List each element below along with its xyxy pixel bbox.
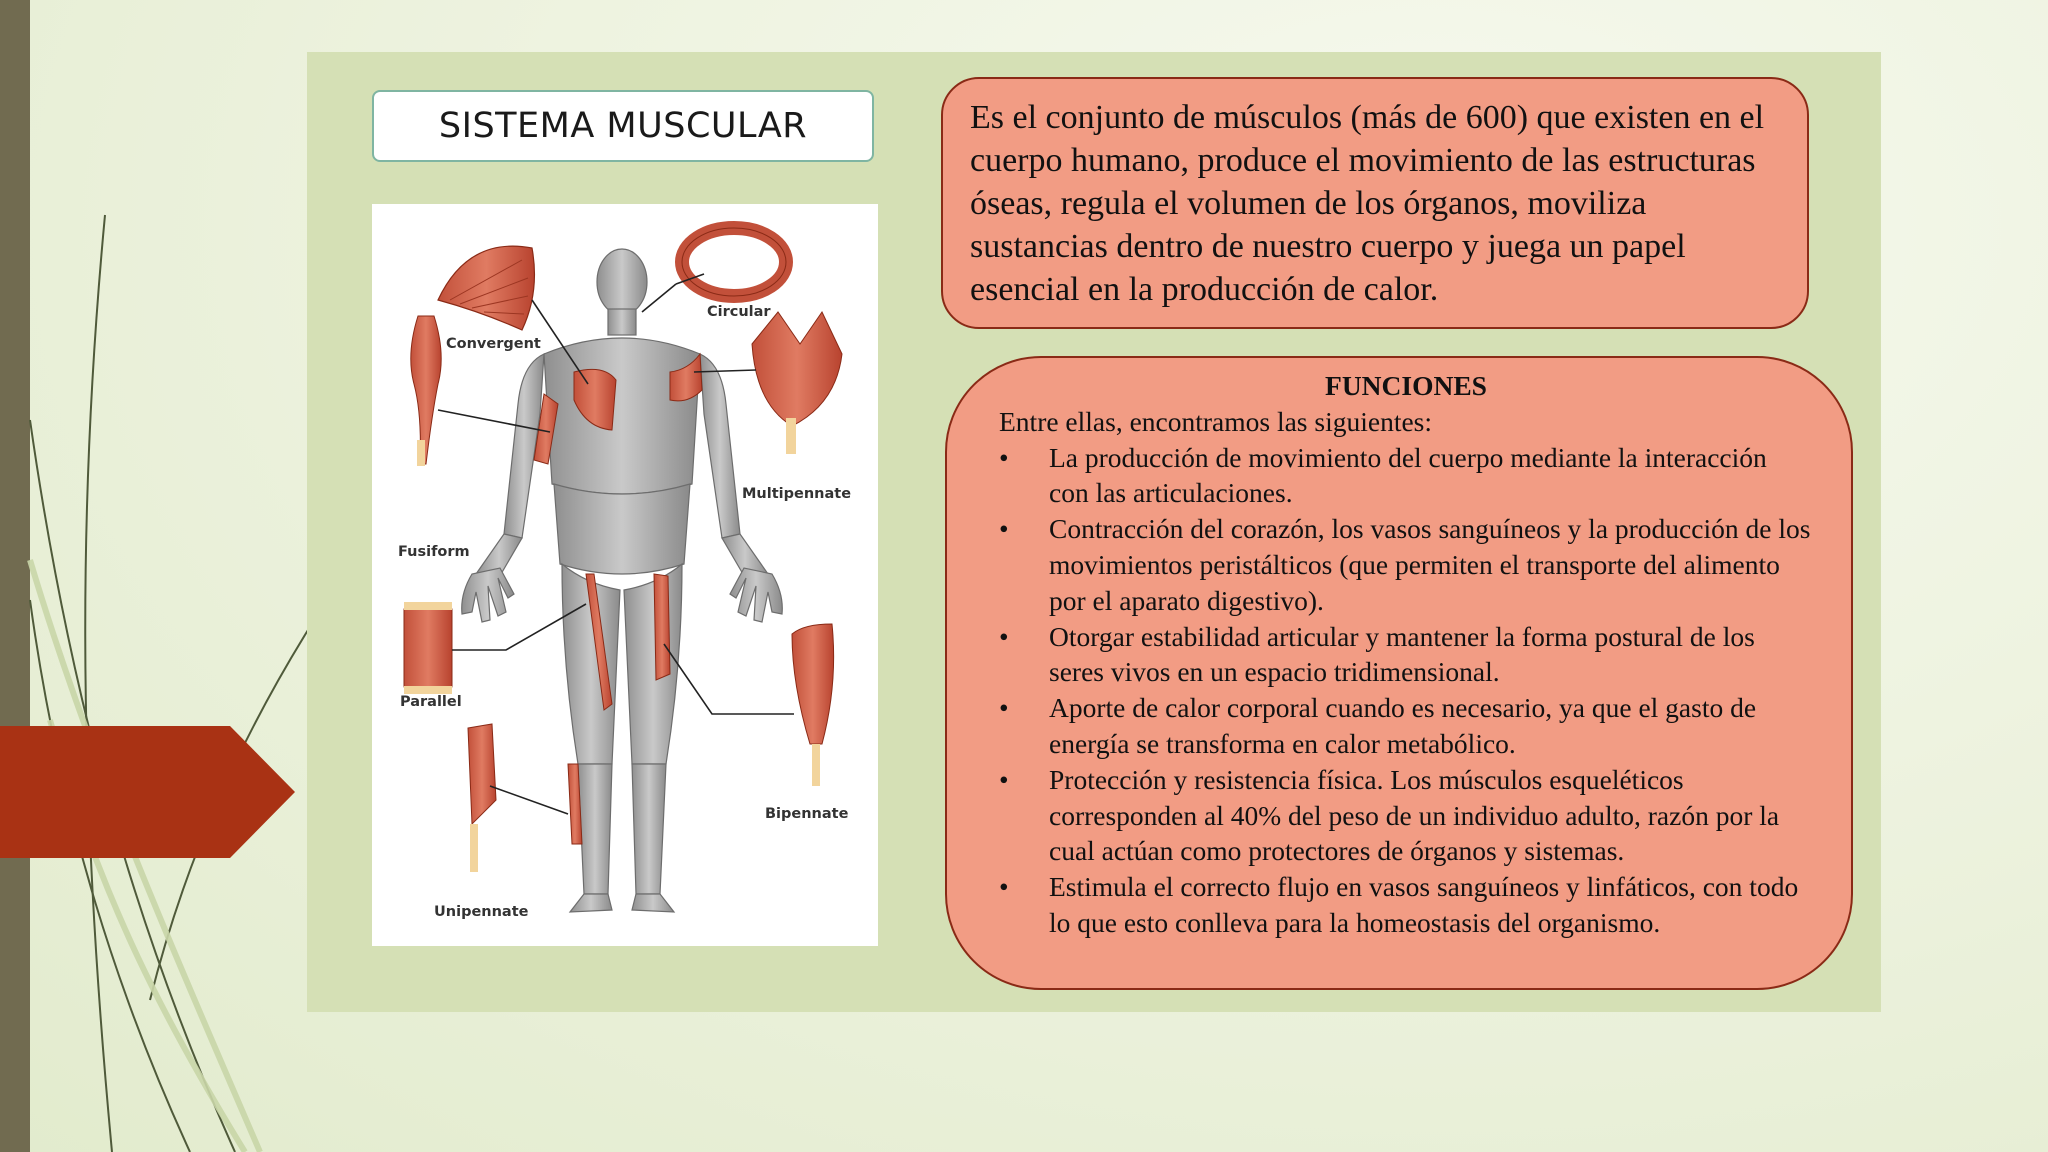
muscle-types-figure [372, 204, 878, 946]
bipennate-muscle-icon [792, 624, 834, 786]
fusiform-muscle-icon [411, 316, 441, 466]
functions-intro: Entre ellas, encontramos las siguientes: [999, 405, 1433, 437]
functions-title: FUNCIONES [1325, 370, 1487, 401]
slide-title: SISTEMA MUSCULAR [372, 90, 874, 162]
muscle-diagram [372, 204, 878, 946]
label-parallel: Parallel [400, 694, 462, 710]
multipennate-muscle-icon [752, 312, 842, 454]
label-circular: Circular [707, 304, 771, 320]
label-multipennate: Multipennate [742, 486, 852, 502]
label-bipennate: Bipennate [765, 806, 849, 822]
list-item: • Protección y resistencia física. Los músculos esqueléticos corresponden al 40% del peso de un individuo adulto, razón por la cual actúan como protectores de órganos y sistemas. [993, 762, 1811, 869]
decorative-lines [0, 0, 320, 1152]
unipennate-muscle-icon [468, 724, 496, 872]
list-item: • Contracción del corazón, los vasos sanguíneos y la producción de los movimientos peristálticos (que permiten el transporte del alimento por el aparato digestivo). [993, 511, 1811, 618]
label-fusiform: Fusiform [398, 544, 470, 560]
list-item: • La producción de movimiento del cuerpo mediante la interacción con las articulaciones. [993, 440, 1811, 512]
functions-list [993, 440, 1811, 941]
list-item: • Estimula el correcto flujo en vasos sanguíneos y linfáticos, con todo lo que esto conlleva para la homeostasis del organismo. [993, 869, 1811, 941]
label-convergent: Convergent [446, 336, 541, 352]
description-text: Es el conjunto de músculos (más de 600) que existen en el cuerpo humano, produce el movimiento de las estructuras óseas, regula el volumen de los órganos, moviliza sustancias dentro de nuestro cuerpo y juega un papel esencial en la producción de calor. [970, 99, 1765, 308]
list-item: • Aporte de calor corporal cuando es necesario, ya que el gasto de energía se transforma en calor metabólico. [993, 690, 1811, 762]
parallel-muscle-icon [404, 602, 452, 694]
arrow-shape [0, 726, 295, 858]
circular-muscle-icon [682, 228, 786, 296]
description-box [941, 77, 1809, 329]
label-unipennate: Unipennate [434, 904, 529, 920]
functions-box [945, 356, 1853, 990]
list-item: • Otorgar estabilidad articular y mantener la forma postural de los seres vivos en un espacio tridimensional. [993, 619, 1811, 691]
convergent-muscle-icon [438, 246, 534, 330]
